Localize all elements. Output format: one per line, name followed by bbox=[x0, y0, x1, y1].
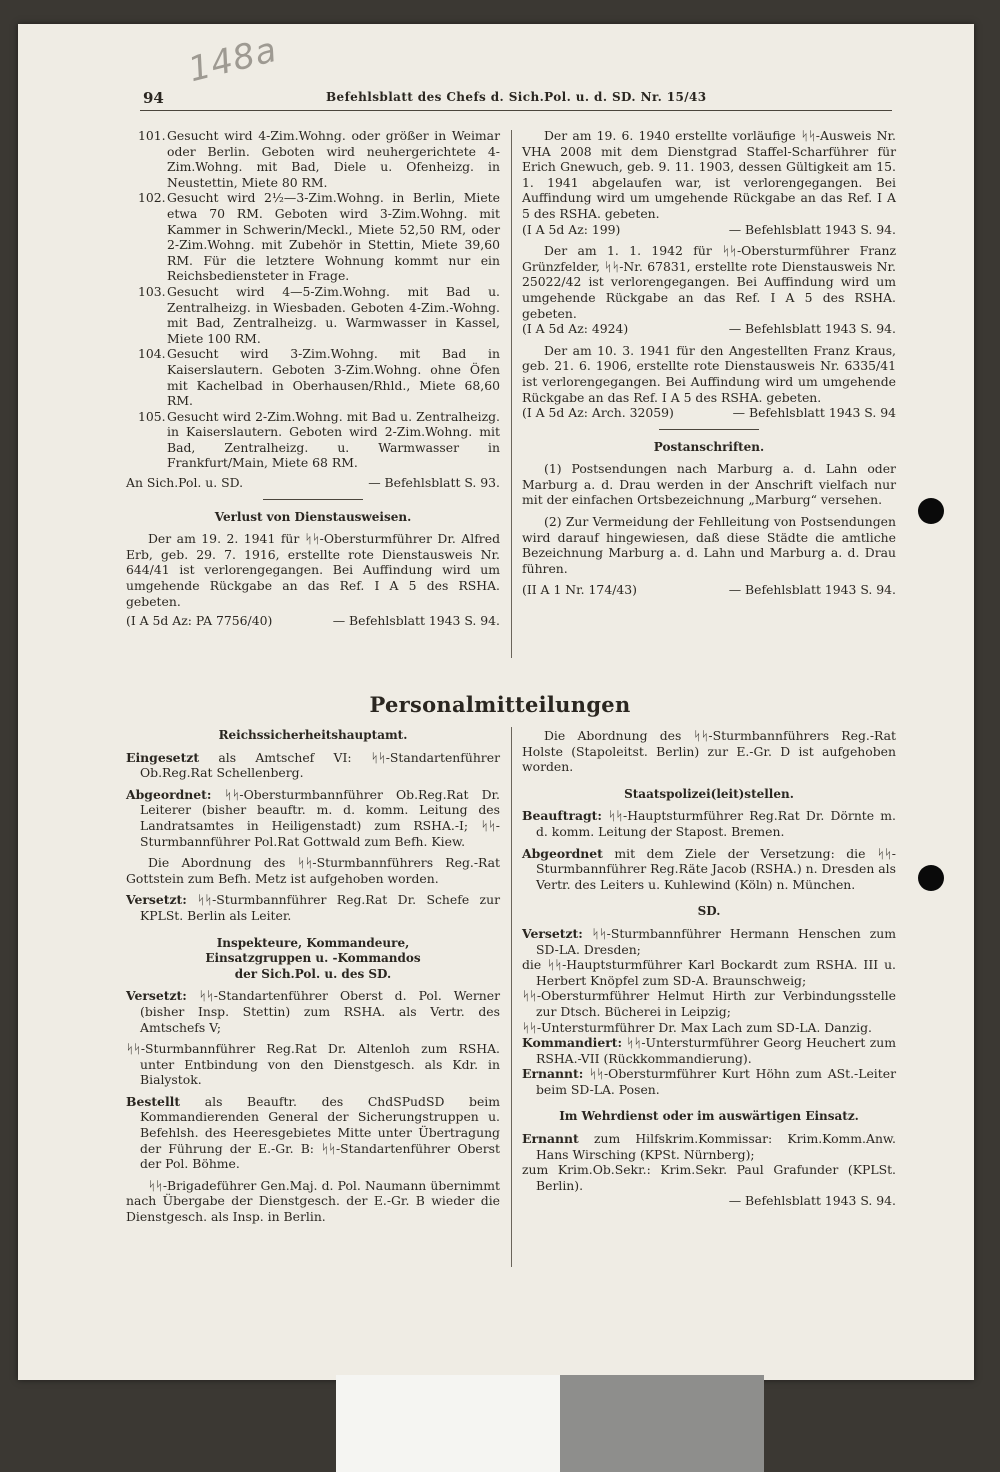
reference-right: — Befehlsblatt 1943 S. 94. bbox=[728, 221, 896, 237]
section-heading: Personalmitteilungen bbox=[369, 692, 631, 717]
entry: Abgeordnet: ᛋᛋ-Obersturmbannführer Ob.Reg.Rat Dr. Leiterer (bisher beauftr. m. d. komm. Leitung des Landratsamtes in Heiligenstadt) zum RSHA.-I; ᛋᛋ-Sturmbannführer Pol.Rat Gottwald zum Befh. Kiew. bbox=[126, 786, 500, 849]
entry: ᛋᛋ-Untersturmführer Dr. Max Lach zum SD-LA. Danzig. bbox=[522, 1019, 872, 1035]
reference-line bbox=[126, 613, 500, 629]
section-title: SD. bbox=[697, 904, 721, 919]
section-title: Reichssicherheitshauptamt. bbox=[218, 728, 408, 742]
paragraph: Die Abordnung des ᛋᛋ-Sturmbannführers Reg.-Rat Holste (Stapoleitst. Berlin) zur E.-Gr. D ist aufgehoben worden. bbox=[522, 728, 896, 775]
section-title: Inspekteure, Kommandeure, bbox=[216, 935, 410, 950]
reference-right: — Befehlsblatt 1943 S. 94. bbox=[332, 613, 500, 629]
reference-left: (I A 5d Az: 4924) bbox=[522, 321, 629, 337]
punch-hole bbox=[918, 865, 944, 891]
section-title: Staatspolizei(leit)stellen. bbox=[624, 786, 794, 801]
punch-hole bbox=[918, 498, 944, 524]
list-item: 105. Gesucht wird 2-Zim.Wohng. mit Bad u. Zentralheizg. in Kaiserslautern. Geboten wird 2-Zim.Wohng. mit Bad, Zentralheizg. u. Warmwasser in Frankfurt/Main, Miete 68 RM. bbox=[138, 408, 500, 471]
handwritten-annotation: 148a bbox=[184, 29, 282, 91]
entry: Eingesetzt als Amtschef VI: ᛋᛋ-Standartenführer Ob.Reg.Rat Schellenberg. bbox=[126, 749, 500, 781]
gray-calibration-card bbox=[560, 1375, 764, 1472]
header-rule bbox=[140, 110, 892, 111]
reference-line bbox=[126, 475, 500, 491]
paragraph: Die Abordnung des ᛋᛋ-Sturmbannführers Reg.-Rat Gottstein zum Befh. Metz ist aufgehoben worden. bbox=[126, 855, 500, 886]
reference-right: — Befehlsblatt 1943 S. 94. bbox=[728, 582, 896, 598]
list-item: 103. Gesucht wird 4—5-Zim.Wohng. mit Bad u. Zentralheizg. in Wiesbaden. Geboten 4-Zim.-Wohng. mit Bad, Zentralheizg. u. Warmwasser in Kassel, Miete 100 RM. bbox=[138, 283, 500, 346]
reference-left: An Sich.Pol. u. SD. bbox=[126, 475, 244, 491]
list-item: 104. Gesucht wird 3-Zim.Wohng. mit Bad in Kaiserslautern. Geboten 3-Zim.Wohng. ohne Öfen mit Kachelbad in Oberhausen/Rhld., Miete 68,60 RM. bbox=[138, 346, 500, 409]
reference-right: — Befehlsblatt S. 93. bbox=[368, 475, 500, 491]
entry: die ᛋᛋ-Hauptsturmführer Karl Bockardt zum RSHA. III u. Herbert Knöpfel zum SD-A. Braunschweig; bbox=[522, 957, 896, 988]
entry: Versetzt: ᛋᛋ-Sturmbannführer Reg.Rat Dr. Schefe zur KPLSt. Berlin als Leiter. bbox=[126, 892, 500, 923]
section-title: Verlust von Dienstausweisen. bbox=[214, 509, 412, 524]
section-rule bbox=[263, 499, 363, 500]
reference-left: (I A 5d Az: Arch. 32059) bbox=[522, 405, 674, 421]
paragraph: ᛋᛋ-Brigadeführer Gen.Maj. d. Pol. Naumann übernimmt nach Übergabe der Dienstgesch. der E.-Gr. B wieder die Dienstgesch. als Insp. in Berlin. bbox=[126, 1177, 500, 1225]
section-title: Postanschriften. bbox=[653, 439, 765, 454]
list-item: 101. Gesucht wird 4-Zim.Wohng. oder größer in Weimar oder Berlin. Geboten wird neuhergerichtete 4-Zim.Wohng. mit Bad, Diele u. Ofenheizg. in Neustettin, Miete 80 RM. bbox=[138, 128, 500, 190]
entry: Abgeordnet mit dem Ziele der Versetzung: die ᛋᛋ-Sturmbannführer Reg.Räte Jacob (RSHA.) n. Dresden als Vertr. des Leiters u. Kuhlewind (Köln) n. München. bbox=[522, 845, 896, 892]
entry: ᛋᛋ-Sturmbannführer Reg.Rat Dr. Altenloh zum RSHA. unter Entbindung von den Dienstgesch. als Kdr. in Bialystok. bbox=[126, 1041, 500, 1088]
reference-right: — Befehlsblatt 1943 S. 94. bbox=[728, 1193, 896, 1209]
reference-right: — Befehlsblatt 1943 S. 94. bbox=[728, 321, 896, 337]
entry: Bestellt als Beauftr. des ChdSPudSD beim Kommandierenden General der Sicherungstruppen u. Befehlsh. des Heeresgebietes Mitte unter Übertragung der Führung der E.-Gr. B: ᛋᛋ-Standartenführer Oberst der Pol. Böhme. bbox=[126, 1093, 500, 1172]
reference-line bbox=[522, 405, 896, 421]
entry: Beauftragt: ᛋᛋ-Hauptsturmführer Reg.Rat Dr. Dörnte m. d. komm. Leitung der Stapost. Bremen. bbox=[522, 808, 896, 839]
reference-line bbox=[522, 222, 896, 238]
section-title: der Sich.Pol. u. des SD. bbox=[234, 966, 392, 981]
entry: ᛋᛋ-Obersturmführer Helmut Hirth zur Verbindungsstelle zur Dtsch. Bücherei in Leipzig; bbox=[522, 988, 896, 1019]
reference-line bbox=[522, 582, 896, 598]
paragraph: (2) Zur Vermeidung der Fehlleitung von Postsendungen wird darauf hingewiesen, daß diese Städte die amtliche Bezeichnung Marburg a. d. Lahn und Marburg a. d. Drau führen. bbox=[522, 514, 896, 576]
entry: Ernannt zum Hilfskrim.Kommissar: Krim.Komm.Anw. Hans Wirsching (KPSt. Nürnberg); bbox=[522, 1131, 896, 1162]
entry: Ernannt: ᛋᛋ-Obersturmführer Kurt Höhn zum ASt.-Leiter beim SD-LA. Posen. bbox=[522, 1066, 896, 1097]
left-column-top bbox=[126, 128, 500, 629]
paragraph: Der am 19. 6. 1940 erstellte vorläufige ᛋᛋ-Ausweis Nr. VHA 2008 mit dem Dienstgrad Staffel-Scharführer für Erich Gnewuch, geb. 9. 11. 1903, dessen Gültigkeit am 15. 1. 1941 abgelaufen war, ist verlorengegangen. Bei Auffindung wird um umgehende Rückgabe an das Ref. I A 5 des RSHA. gebeten. bbox=[522, 128, 896, 221]
running-title: Befehlsblatt des Chefs d. Sich.Pol. u. d. SD. Nr. 15/43 bbox=[326, 90, 707, 104]
entry: Kommandiert: ᛋᛋ-Untersturmführer Georg Heuchert zum RSHA.-VII (Rückkommandierung). bbox=[522, 1035, 896, 1066]
reference-left: (I A 5d Az: 199) bbox=[522, 221, 621, 237]
column-divider-top bbox=[511, 130, 512, 658]
paragraph: Der am 19. 2. 1941 für ᛋᛋ-Obersturmführer Dr. Alfred Erb, geb. 29. 7. 1916, erstellte rote Dienstausweis Nr. 644/41 ist verlorengegangen. Bei Auffindung wird um umgehende Rückgabe an das Ref. I A 5 des RSHA. gebeten. bbox=[126, 531, 500, 609]
reference-left: (II A 1 Nr. 174/43) bbox=[522, 582, 637, 598]
white-calibration-card bbox=[336, 1375, 562, 1472]
left-column-bottom bbox=[126, 728, 500, 1225]
page-number: 94 bbox=[143, 89, 164, 107]
section-title: Im Wehrdienst oder im auswärtigen Einsatz. bbox=[559, 1109, 859, 1124]
entry: Versetzt: ᛋᛋ-Sturmbannführer Hermann Henschen zum SD-LA. Dresden; bbox=[522, 925, 896, 957]
right-column-top bbox=[522, 128, 896, 598]
section-title: Einsatzgruppen u. -Kommandos bbox=[205, 951, 421, 966]
section-rule bbox=[659, 429, 759, 430]
right-column-bottom bbox=[522, 728, 896, 1209]
column-divider-bottom bbox=[511, 727, 512, 1267]
reference-left: (I A 5d Az: PA 7756/40) bbox=[126, 613, 273, 629]
paragraph: Der am 10. 3. 1941 für den Angestellten Franz Kraus, geb. 21. 6. 1906, erstellte rote Dienstausweis Nr. 6335/41 ist verlorengegangen. Bei Auffindung wird um umgehende Rückgabe an das Ref. I A 5 des RSHA. gebeten. bbox=[522, 342, 896, 405]
paragraph: (1) Postsendungen nach Marburg a. d. Lahn oder Marburg a. d. Drau werden in der Anschrift vielfach nur mit der einfachen Ortsbezeichnung „Marburg“ versehen. bbox=[522, 461, 896, 508]
paragraph: Der am 1. 1. 1942 für ᛋᛋ-Obersturmführer Franz Grünzfelder, ᛋᛋ-Nr. 67831, erstellte rote Dienstausweis Nr. 25022/42 ist verlorengegangen. Bei Auffindung wird um umgehende Rückgabe an das Ref. I A 5 des RSHA. gebeten. bbox=[522, 243, 896, 321]
reference-right: — Befehlsblatt 1943 S. 94 bbox=[732, 405, 896, 421]
entry: Versetzt: ᛋᛋ-Standartenführer Oberst d. Pol. Werner (bisher Insp. Stettin) zum RSHA. als Vertr. des Amtschefs V; bbox=[126, 988, 500, 1035]
list-item: 102. Gesucht wird 2½—3-Zim.Wohng. in Berlin, Miete etwa 70 RM. Geboten wird 3-Zim.Wohng. mit Kammer in Schwerin/Meckl., Miete 52,50 RM, oder 2-Zim.Wohng. mit Zubehör in Stettin, Miete 39,60 RM. Für die letztere Wohnung kommt nur ein Reichsbediensteter in Frage. bbox=[138, 190, 500, 284]
reference-line bbox=[522, 321, 896, 337]
entry: zum Krim.Ob.Sekr.: Krim.Sekr. Paul Grafunder (KPLSt. Berlin). bbox=[522, 1162, 896, 1193]
